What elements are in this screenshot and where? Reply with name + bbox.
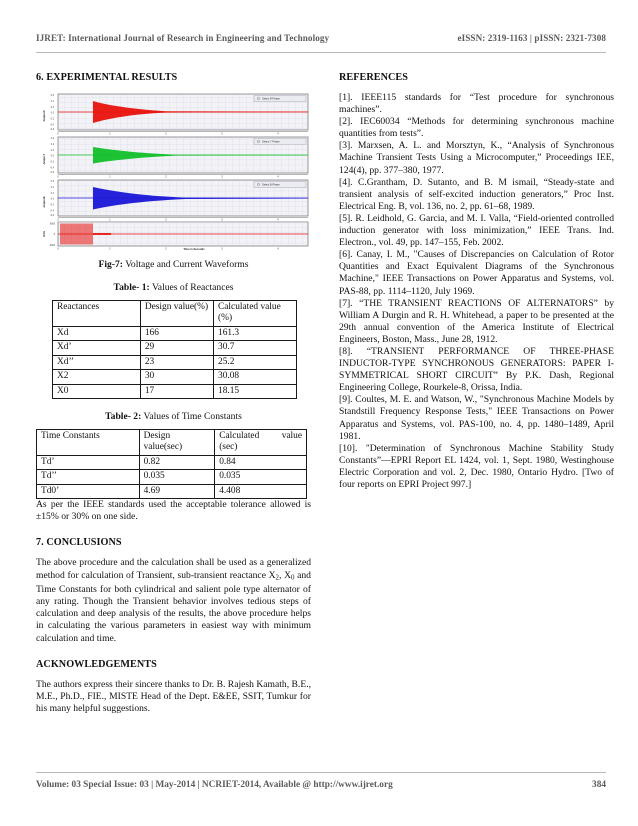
plot-panel-r-phase bbox=[42, 94, 308, 136]
waveform-plot bbox=[36, 92, 311, 250]
running-head-journal: IJRET: International Journal of Research in Engineering and Technology bbox=[36, 33, 330, 43]
svg-text:0.6: 0.6 bbox=[50, 95, 54, 98]
table-2-header-design-value: Design value(sec) bbox=[139, 430, 215, 456]
cell: 17 bbox=[140, 384, 213, 398]
cell: 0.82 bbox=[139, 456, 215, 470]
table-2-caption-label: Table- 2: bbox=[105, 411, 142, 423]
svg-text:2: 2 bbox=[165, 247, 167, 250]
right-column bbox=[339, 72, 614, 491]
svg-text:Select Y Phase: Select Y Phase bbox=[262, 140, 280, 144]
table-time-constants bbox=[36, 429, 307, 499]
svg-text:-0.2: -0.2 bbox=[50, 118, 54, 121]
svg-text:1: 1 bbox=[109, 132, 111, 136]
svg-text:-0.6: -0.6 bbox=[50, 129, 54, 132]
conclusions-subscript-0: 0 bbox=[291, 574, 295, 582]
table-row bbox=[37, 470, 307, 484]
svg-text:2: 2 bbox=[165, 175, 167, 179]
conclusions-paragraph bbox=[36, 557, 311, 644]
cell: 25.2 bbox=[214, 355, 297, 369]
svg-text:1: 1 bbox=[109, 218, 111, 222]
svg-text:-0.2: -0.2 bbox=[50, 204, 54, 207]
cell: 30 bbox=[140, 370, 213, 384]
page-footer bbox=[36, 780, 606, 790]
cell: 0.035 bbox=[139, 470, 215, 484]
cell: 30.7 bbox=[214, 341, 297, 355]
svg-text:Time in Seconds: Time in Seconds bbox=[183, 247, 205, 250]
svg-text:2: 2 bbox=[165, 132, 167, 136]
cell: 4.408 bbox=[215, 484, 307, 498]
svg-text:-0.4: -0.4 bbox=[50, 124, 54, 127]
svg-text:0: 0 bbox=[57, 218, 59, 222]
svg-text:0: 0 bbox=[57, 132, 59, 136]
svg-text:0.0: 0.0 bbox=[50, 112, 54, 115]
table-row bbox=[53, 327, 297, 341]
figure-7-caption bbox=[36, 259, 311, 270]
footer-volume-info: Volume: 03 Special Issue: 03 | May-2014 | NCRIET-2014, Available @ http://www.ijret.org bbox=[36, 780, 393, 790]
svg-text:0: 0 bbox=[57, 175, 59, 179]
svg-text:0.2: 0.2 bbox=[50, 150, 54, 153]
svg-text:0.0: 0.0 bbox=[50, 198, 54, 201]
svg-text:-0.6: -0.6 bbox=[50, 215, 54, 218]
table-1-caption bbox=[36, 282, 311, 293]
cell: X2 bbox=[53, 370, 141, 384]
section-heading-references: REFERENCES bbox=[339, 72, 408, 83]
cell: Xd’’ bbox=[53, 355, 141, 369]
svg-text:0.4: 0.4 bbox=[50, 101, 54, 104]
svg-text:Amper-R: Amper-R bbox=[43, 110, 46, 122]
cell: 161.3 bbox=[214, 327, 297, 341]
table-header-row bbox=[53, 301, 297, 327]
svg-text:0.2: 0.2 bbox=[50, 193, 54, 196]
section-heading-experimental-results: 6. EXPERIMENTAL RESULTS bbox=[36, 72, 178, 83]
section-heading-acknowledgements: ACKNOWLEDGEMENTS bbox=[36, 658, 157, 670]
cell: Td’ bbox=[37, 456, 140, 470]
waveform-svg bbox=[36, 92, 311, 250]
cell: 0.84 bbox=[215, 456, 307, 470]
cell: 29 bbox=[140, 341, 213, 355]
cell: 30.08 bbox=[214, 370, 297, 384]
plot-panel-volts bbox=[42, 222, 308, 250]
svg-text:0.4: 0.4 bbox=[50, 187, 54, 190]
tolerance-paragraph: As per the IEEE standards used the acceptable tolerance allowed is ±15% or 30% on one side. bbox=[36, 499, 311, 523]
cell: Xd bbox=[53, 327, 141, 341]
conclusions-text-pre: The above procedure and the calculation shall be used as a generalized method for calculation of Transient, sub-transient reactance X bbox=[36, 557, 311, 581]
svg-text:4: 4 bbox=[277, 247, 279, 250]
svg-text:0.0: 0.0 bbox=[50, 155, 54, 158]
running-head bbox=[36, 33, 606, 43]
conclusions-text-post: and Time Constants for both cylindrical and salient pole type alternator of any rating. Though the Transient behavior involves tedious steps of calculation and deep analysis of the results, the above procedure helps in calculating the various parameters in easiest way with minimum calculation and time. bbox=[36, 569, 311, 644]
table-1-header-calculated-value: Calculated value (%) bbox=[214, 301, 297, 327]
footer-page-number: 384 bbox=[592, 780, 606, 790]
svg-text:0.4: 0.4 bbox=[50, 144, 54, 147]
table-header-row bbox=[37, 430, 307, 456]
reference-item: [9]. Coultes, M. E. and Watson, W., "Synchronous Machine Models by Standstill Frequency Response Tests," IEEE Transactions on Power Apparatus and Systems, vol. PAS-100, no. 4, pp. 1480–1489, April 1981. bbox=[339, 394, 614, 442]
cell: 4.69 bbox=[139, 484, 215, 498]
svg-text:0.6: 0.6 bbox=[50, 138, 54, 141]
svg-text:-0.2: -0.2 bbox=[50, 161, 54, 164]
table-row bbox=[37, 484, 307, 498]
table-row bbox=[37, 456, 307, 470]
reference-item: [4]. C.Grantham, D. Sutanto, and B. M ismail, “Steady-state and transient analysis of self-excited induction generators,” Proc Inst. Electrical Eng. B, vol. 136, no. 2, pp. 61–68, 1989. bbox=[339, 176, 614, 212]
svg-text:4: 4 bbox=[277, 132, 279, 136]
table-row bbox=[53, 355, 297, 369]
table-row bbox=[53, 370, 297, 384]
svg-text:0.6: 0.6 bbox=[50, 181, 54, 184]
svg-text:0.2: 0.2 bbox=[50, 107, 54, 110]
svg-text:3: 3 bbox=[221, 175, 223, 179]
table-2-header-calculated-word: Calculated bbox=[219, 431, 260, 442]
acknowledgements-paragraph: The authors express their sincere thanks to Dr. B. Rajesh Kamath, B.E., M.E., Ph.D., FIE., MISTE Head of the Dept. E&EE, SSIT, Tumkur for his many helpful suggestions. bbox=[36, 678, 311, 714]
table-2-header-value-word: value bbox=[281, 431, 302, 442]
reference-item: [7]. “THE TRANSIENT REACTIONS OF ALTERNATORS” by William A Durgin and R. H. Whitehead, a paper to be presented at the 29th annual convention of the America Institute of Electrical Engineers, Boston, Mass., June 28, 1912. bbox=[339, 297, 614, 345]
svg-text:-0.4: -0.4 bbox=[50, 167, 54, 170]
svg-text:3: 3 bbox=[221, 132, 223, 136]
svg-text:0: 0 bbox=[57, 247, 59, 250]
left-column bbox=[36, 72, 311, 724]
figure-7-caption-label: Fig-7: bbox=[98, 259, 123, 270]
reference-item: [8]. “TRANSIENT PERFORMANCE OF THREE-PHASE INDUCTOR-TYPE SYNCHRONOUS GENERATORS: PAPER I- SYMMETRICAL SHORT CIRCUIT” By P.K. Dash, Regional Engineering College, Rourkele-8, Orissa, India. bbox=[339, 345, 614, 394]
svg-text:3: 3 bbox=[221, 247, 223, 250]
table-reactances bbox=[52, 300, 297, 399]
svg-text:Amper-B: Amper-B bbox=[43, 196, 46, 208]
cell: Td’’ bbox=[37, 470, 140, 484]
table-row bbox=[53, 384, 297, 398]
table-2-caption bbox=[36, 411, 311, 422]
cell: X0 bbox=[53, 384, 141, 398]
svg-text:6000: 6000 bbox=[49, 223, 55, 226]
svg-text:4: 4 bbox=[277, 175, 279, 179]
svg-text:-0.6: -0.6 bbox=[50, 172, 54, 175]
table-2-header-sec-word: (sec) bbox=[219, 442, 238, 453]
table-1-header-reactances: Reactances bbox=[53, 301, 141, 327]
cell: 0.035 bbox=[215, 470, 307, 484]
table-1-caption-text: Values of Reactances bbox=[149, 282, 234, 293]
cell: 18.15 bbox=[214, 384, 297, 398]
running-head-issn: eISSN: 2319-1163 | pISSN: 2321-7308 bbox=[457, 33, 606, 43]
svg-text:0: 0 bbox=[53, 234, 55, 236]
header-rule bbox=[36, 52, 606, 53]
svg-text:Volts: Volts bbox=[43, 230, 46, 238]
cell: Td0’ bbox=[37, 484, 140, 498]
reference-item: [2]. IEC60034 “Methods for determining synchronous machine quantities from tests”. bbox=[339, 116, 614, 140]
conclusions-text-mid: , X bbox=[279, 569, 291, 581]
svg-text:1: 1 bbox=[109, 247, 111, 250]
table-2-header-time-constants: Time Constants bbox=[37, 430, 140, 456]
svg-text:Select R Phase: Select R Phase bbox=[262, 97, 280, 101]
figure-7 bbox=[36, 92, 311, 270]
cell: Xd’ bbox=[53, 341, 141, 355]
footer-rule bbox=[36, 772, 606, 773]
table-2-header-calculated-value bbox=[215, 430, 307, 456]
svg-text:Amper-Y: Amper-Y bbox=[43, 153, 46, 165]
plot-panel-b-phase bbox=[42, 180, 308, 222]
svg-text:-0.4: -0.4 bbox=[50, 210, 54, 213]
conclusions-subscript-2: 2 bbox=[275, 574, 279, 582]
svg-text:Select B Phase: Select B Phase bbox=[262, 183, 280, 187]
svg-text:3: 3 bbox=[221, 218, 223, 222]
reference-item: [10]. "Determination of Synchronous Machine Stability Study Constants”—EPRI Report EL 1424, vol. 1, Sept. 1980, Westinghouse Electric Corporation and vol. 2, Dec. 1980, Ontario Hydro. [Two of four reports on EPRI Project 997.] bbox=[339, 442, 614, 490]
reference-item: [6]. Canay, I. M., "Causes of Discrepancies on Calculation of Rotor Quantities and Exact Equivalent Diagrams of the Synchronous Machine," IEEE Transactions on Power Apparatus and Systems, vol. PAS-88, pp. 1114–1120, July 1969. bbox=[339, 249, 614, 297]
plot-panel-y-phase bbox=[42, 137, 308, 179]
cell: 23 bbox=[140, 355, 213, 369]
svg-text:1: 1 bbox=[109, 175, 111, 179]
reference-item: [3]. Marxsen, A. L. and Morsztyn, K., “Analysis of Synchronous Machine Transient Tests Using a Microcomputer,” Proceedings IEE, 124(4), pp. 377–380, 1977. bbox=[339, 140, 614, 176]
cell: 166 bbox=[140, 327, 213, 341]
section-heading-conclusions: 7. CONCLUSIONS bbox=[36, 537, 122, 549]
svg-text:-6000: -6000 bbox=[49, 245, 55, 247]
table-2-caption-text: Values of Time Constants bbox=[141, 411, 242, 423]
table-row bbox=[53, 341, 297, 355]
reference-item: [5]. R. Leidhold, G. Garcia, and M. I. Valla, “Field-oriented controlled induction generator with loss minimization,” IEEE Trans. Ind. Electron., vol. 49, pp. 147–155, Feb. 2002. bbox=[339, 212, 614, 249]
reference-item: [1]. IEEE115 standards for “Test procedure for synchronous machines”. bbox=[339, 92, 614, 116]
svg-text:4: 4 bbox=[277, 218, 279, 222]
table-1-caption-label: Table- 1: bbox=[113, 282, 150, 293]
references-list bbox=[339, 92, 614, 491]
figure-7-caption-text: Voltage and Current Waveforms bbox=[122, 259, 249, 270]
table-1-header-design-value: Design value(%) bbox=[140, 301, 213, 327]
svg-text:2: 2 bbox=[165, 218, 167, 222]
